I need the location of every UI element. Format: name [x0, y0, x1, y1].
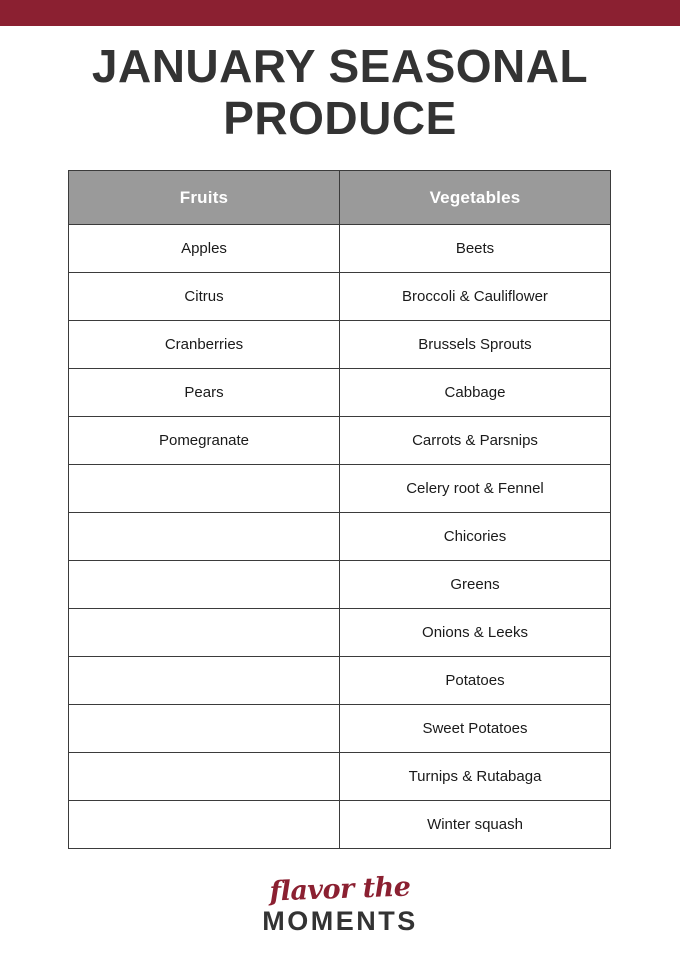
table-row — [69, 753, 611, 801]
table-cell-vegetables: Chicories — [340, 513, 611, 561]
table-row — [69, 321, 611, 369]
table-row — [69, 657, 611, 705]
table-row — [69, 561, 611, 609]
table-cell-vegetables: Cabbage — [340, 369, 611, 417]
table-cell-vegetables: Broccoli & Cauliflower — [340, 273, 611, 321]
table-row — [69, 609, 611, 657]
table-row — [69, 273, 611, 321]
table-cell-vegetables: Sweet Potatoes — [340, 705, 611, 753]
table-row — [69, 417, 611, 465]
brand-script-text: flavor the — [269, 871, 411, 908]
table-header-row — [69, 171, 611, 225]
table-cell-fruits-empty — [69, 513, 340, 561]
title-block — [50, 40, 630, 144]
table-row — [69, 225, 611, 273]
table-cell-fruits: Pomegranate — [69, 417, 340, 465]
table-cell-vegetables: Carrots & Parsnips — [340, 417, 611, 465]
table-body — [69, 225, 611, 849]
table-cell-vegetables: Onions & Leeks — [340, 609, 611, 657]
table-cell-fruits-empty — [69, 705, 340, 753]
table-row — [69, 513, 611, 561]
table-cell-vegetables: Brussels Sprouts — [340, 321, 611, 369]
table-cell-fruits-empty — [69, 657, 340, 705]
brand-logo — [0, 871, 680, 936]
table-cell-vegetables: Winter squash — [340, 801, 611, 849]
table-cell-fruits: Apples — [69, 225, 340, 273]
table-cell-fruits: Citrus — [69, 273, 340, 321]
column-header-vegetables: Vegetables — [340, 171, 611, 225]
table-row — [69, 465, 611, 513]
table-cell-fruits-empty — [69, 753, 340, 801]
table-cell-vegetables: Beets — [340, 225, 611, 273]
produce-table-container — [68, 170, 610, 849]
table-row — [69, 801, 611, 849]
table-cell-vegetables: Potatoes — [340, 657, 611, 705]
table-cell-fruits: Pears — [69, 369, 340, 417]
column-header-fruits: Fruits — [69, 171, 340, 225]
top-accent-bar — [0, 0, 680, 26]
table-cell-vegetables: Turnips & Rutabaga — [340, 753, 611, 801]
page-title: JANUARY SEASONAL PRODUCE — [91, 40, 589, 144]
table-cell-vegetables: Celery root & Fennel — [340, 465, 611, 513]
table-cell-fruits-empty — [69, 465, 340, 513]
table-cell-fruits-empty — [69, 801, 340, 849]
table-head — [69, 171, 611, 225]
table-cell-fruits-empty — [69, 561, 340, 609]
table-row — [69, 705, 611, 753]
table-cell-fruits: Cranberries — [69, 321, 340, 369]
table-row — [69, 369, 611, 417]
brand-word-text: MOMENTS — [262, 906, 418, 936]
table-cell-fruits-empty — [69, 609, 340, 657]
seasonal-produce-table — [68, 170, 611, 849]
table-cell-vegetables: Greens — [340, 561, 611, 609]
